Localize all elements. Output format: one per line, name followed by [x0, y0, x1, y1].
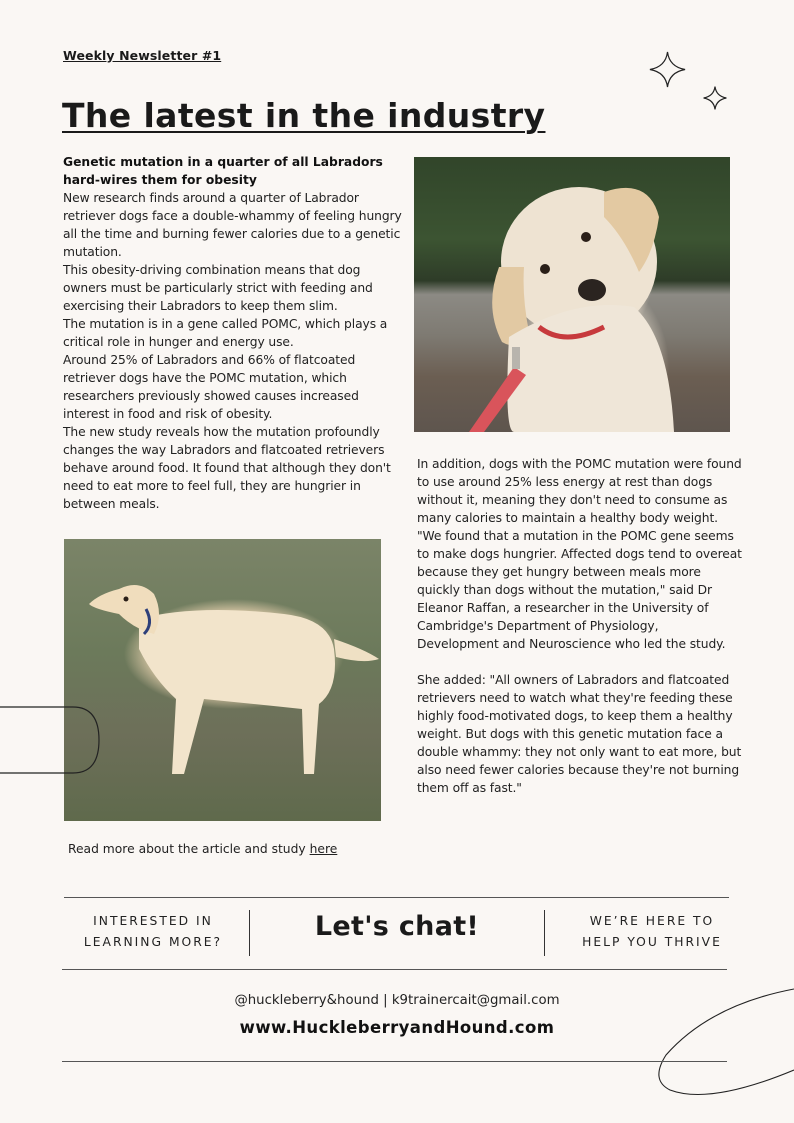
- newsletter-kicker: Weekly Newsletter #1: [63, 48, 222, 63]
- read-more-line: [68, 842, 337, 856]
- half-loop-decoration: [0, 700, 110, 780]
- page-title: The latest in the industry: [62, 96, 546, 135]
- cta-left-text: [64, 911, 242, 953]
- article-headline: Genetic mutation in a quarter of all Labradors hard-wires them for obesity: [63, 155, 383, 187]
- article-paragraph: The mutation is in a gene called POMC, which plays a critical role in hunger and energy use.: [63, 317, 388, 350]
- puppy-illustration: [414, 157, 730, 432]
- article-left-column: [63, 154, 403, 513]
- cta-right-line: HELP YOU THRIVE: [582, 935, 722, 949]
- contact-separator: |: [383, 993, 388, 1008]
- article-paragraph: This obesity-driving combination means that dog owners must be particularly strict with feeding and exercising their Labradors to keep them slim.: [63, 263, 373, 314]
- article-paragraph: In addition, dogs with the POMC mutation were found to use around 25% less energy at rest than dogs without it, meaning they don't need to consume as many calories to maintain a healthy body weight.: [417, 457, 742, 525]
- ellipse-loop-decoration: [650, 985, 794, 1105]
- divider-line: [62, 969, 727, 970]
- article-quote: "We found that a mutation in the POMC gene seems to make dogs hungrier. Affected dogs tend to overeat because they get hungry between meals more quickly than dogs without the mutation," said Dr Eleanor Raffan, a researcher in the University of Cambridge's Department of Physiology, Development and Neuroscience who led the study.: [417, 529, 742, 651]
- read-more-link[interactable]: here: [309, 842, 338, 856]
- article-right-column: [417, 455, 742, 797]
- divider-line: [64, 897, 729, 898]
- standing-dog-illustration: [64, 539, 381, 821]
- contact-line: [150, 993, 644, 1008]
- website-link[interactable]: www.HuckleberryandHound.com: [239, 1018, 555, 1037]
- sparkle-large-icon: [649, 51, 686, 88]
- divider-line: [62, 1061, 727, 1062]
- cta-right-text: [555, 911, 749, 953]
- sparkle-small-icon: [703, 86, 727, 110]
- social-handle[interactable]: @huckleberry&hound: [234, 993, 379, 1008]
- puppy-photo: [414, 157, 730, 432]
- article-paragraph: New research finds around a quarter of Labrador retriever dogs face a double-whammy of feeling hungry all the time and burning fewer calories due to a genetic mutation.: [63, 191, 402, 260]
- read-more-text: Read more about the article and study: [68, 842, 310, 856]
- cta-left-line: LEARNING MORE?: [83, 935, 223, 949]
- cta-right-line: WE’RE HERE TO: [589, 914, 715, 928]
- cta-headline: Let's chat!: [314, 911, 480, 942]
- article-paragraph: The new study reveals how the mutation profoundly changes the way Labradors and flatcoated retrievers behave around food. It found that although they don't need to eat more to feel full, they are hungrier in between meals.: [63, 425, 391, 512]
- vertical-divider: [544, 910, 545, 956]
- article-quote: She added: "All owners of Labradors and flatcoated retrievers need to watch what they're feeding these highly food-motivated dogs, to keep them a healthy weight. But dogs with this genetic mutation face a double whammy: they not only want to eat more, but also need fewer calories because they're not burning them off as fast.": [417, 673, 742, 795]
- email-address[interactable]: k9trainercait@gmail.com: [391, 993, 560, 1008]
- standing-dog-photo: [64, 539, 381, 821]
- paragraph-spacer: [417, 653, 742, 671]
- article-paragraph: Around 25% of Labradors and 66% of flatcoated retriever dogs have the POMC mutation, which researchers previously showed causes increased interest in food and risk of obesity.: [63, 353, 359, 422]
- cta-left-line: INTERESTED IN: [93, 914, 213, 928]
